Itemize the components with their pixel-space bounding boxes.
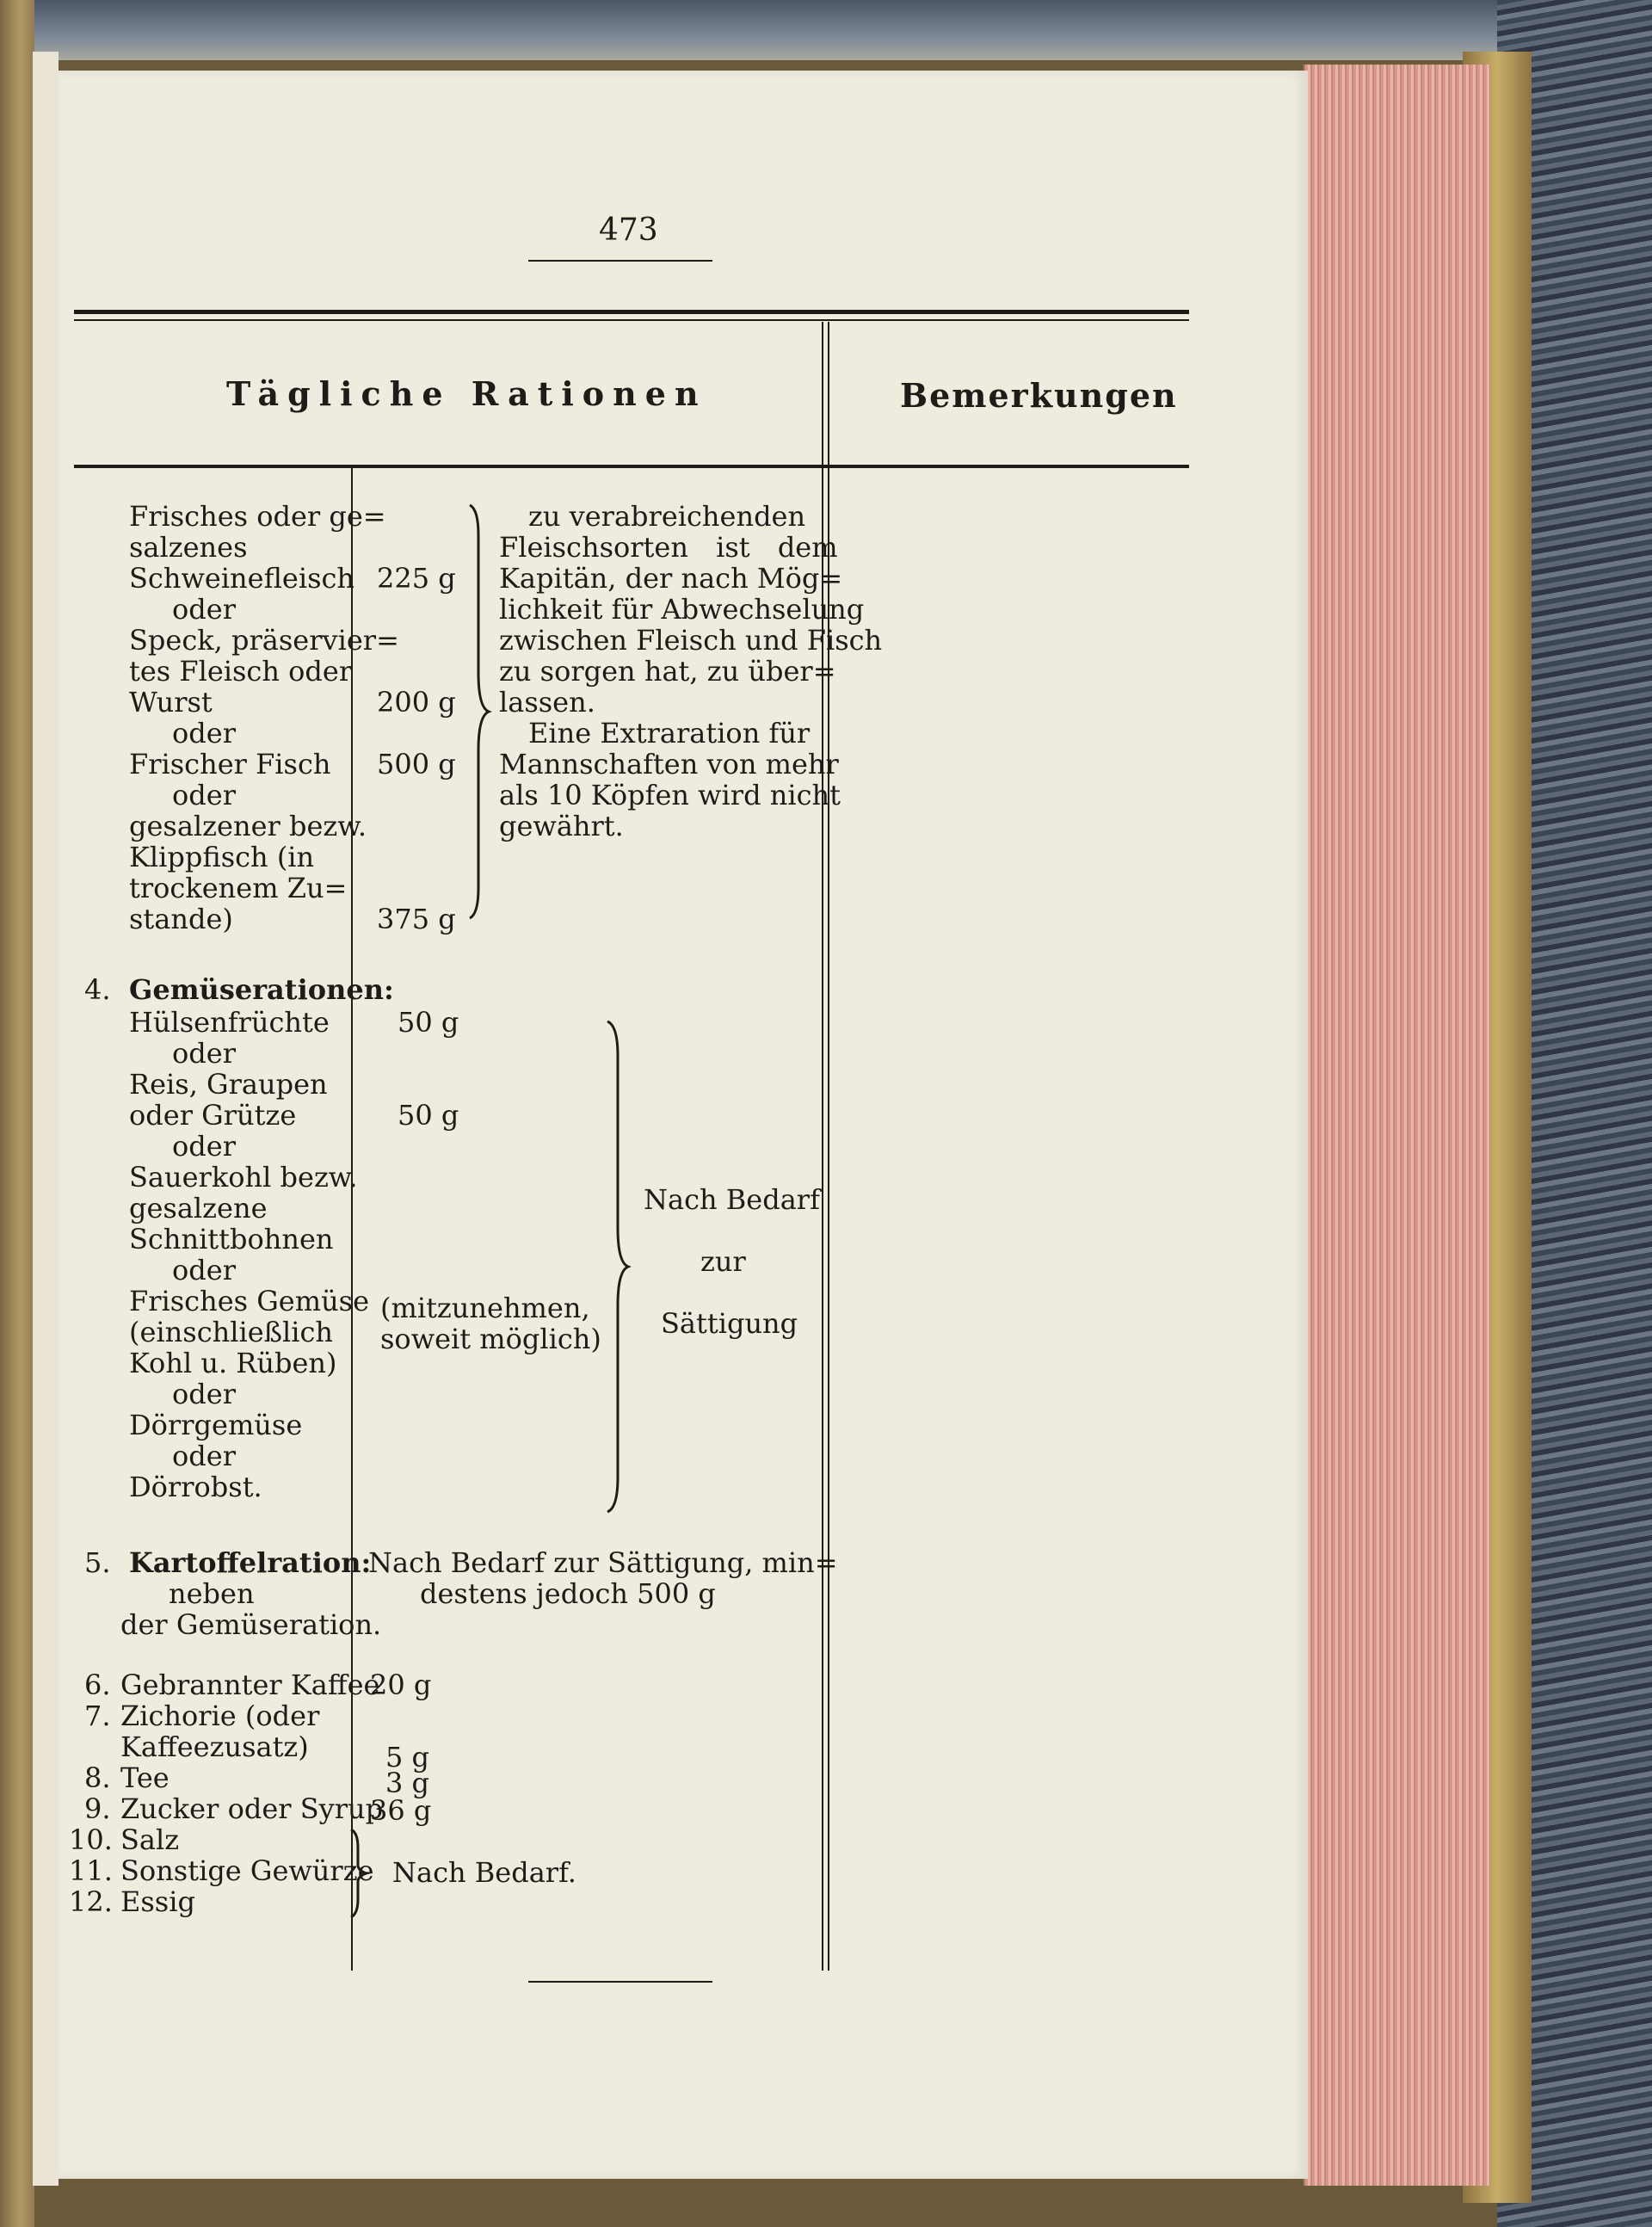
meat-line-1: Frisches oder ge= (129, 500, 386, 533)
meat-brace (463, 501, 497, 922)
veg-line-8: Schnittbohnen (129, 1223, 334, 1255)
meat-amount-pork: 225 g (377, 562, 456, 595)
meat-amount-bacon: 200 g (377, 686, 456, 719)
column-divider-1 (351, 465, 353, 1971)
item-6-amount: 20 g (370, 1669, 432, 1701)
item-10-name: Salz (120, 1823, 180, 1856)
meat-note-line-2: Fleischsorten ist dem (499, 531, 838, 564)
meat-note-line-11: gewährt. (499, 810, 624, 842)
potatoes-title: Kartoffelration: (129, 1546, 372, 1579)
potatoes-note-1: Nach Bedarf zur Sättigung, min= (368, 1546, 838, 1579)
column-divider-2b (828, 465, 829, 1971)
meat-note-line-9: Mannschaften von mehr (499, 748, 839, 780)
meat-note-line-3: Kapitän, der nach Mög= (499, 562, 843, 595)
vegetables-brace (601, 1017, 635, 1516)
meat-note-line-5: zwischen Fleisch und Fisch (499, 624, 883, 657)
meat-amount-fresh-fish: 500 g (377, 748, 456, 780)
item-8-name: Tee (120, 1761, 170, 1794)
table-top-rule (74, 310, 1189, 314)
vegetables-number: 4. (84, 973, 111, 1006)
veg-line-15: oder (172, 1440, 236, 1472)
item-6-number: 6. (84, 1669, 111, 1701)
header-divider-a (822, 322, 823, 465)
meat-line-3: Schweinefleisch (129, 562, 355, 595)
item-10-number: 10. (69, 1823, 113, 1856)
document-page (59, 71, 1308, 2179)
meat-note-line-7: lassen. (499, 686, 595, 719)
item-7-amount: 5 g (385, 1741, 430, 1774)
veg-line-3: Reis, Graupen (129, 1068, 328, 1101)
meat-line-11: gesalzener bezw. (129, 810, 367, 842)
potatoes-note-2: destens jedoch 500 g (420, 1577, 716, 1610)
veg-line-6: Sauerkohl bezw. (129, 1161, 358, 1194)
column-header-remarks: Bemerkungen (900, 376, 1178, 415)
veg-line-9: oder (172, 1254, 236, 1286)
veg-line-14: Dörrgemüse (129, 1409, 303, 1441)
item-7b-name: Kaffeezusatz) (120, 1730, 309, 1763)
veg-line-4: oder Grütze (129, 1099, 297, 1132)
potatoes-line-2: neben (169, 1577, 255, 1610)
meat-line-7: Wurst (129, 686, 213, 719)
veg-line-11: (einschließlich (129, 1316, 333, 1348)
header-bottom-rule (74, 465, 1189, 468)
facing-page-edge (33, 52, 59, 2186)
page-number-rule (528, 260, 712, 262)
spices-note: Nach Bedarf. (392, 1856, 576, 1889)
item-6-name: Gebrannter Kaffee (120, 1669, 380, 1701)
item-8-number: 8. (84, 1761, 111, 1794)
meat-line-14: stande) (129, 903, 233, 935)
item-9-amount: 36 g (370, 1794, 432, 1827)
meat-line-8: oder (172, 717, 236, 750)
item-12-number: 12. (69, 1885, 113, 1918)
item-7-name: Zichorie (oder (120, 1700, 320, 1732)
potatoes-number: 5. (84, 1546, 111, 1579)
meat-line-9: Frischer Fisch (129, 748, 331, 780)
book-cover-top (0, 0, 1652, 60)
page-bottom-rule (528, 1981, 712, 1983)
spices-brace (346, 1826, 380, 1921)
meat-line-10: oder (172, 779, 236, 811)
veg-line-16: Dörrobst. (129, 1471, 262, 1503)
header-divider-b (828, 322, 829, 465)
meat-note-line-1: zu verabreichenden (528, 500, 806, 533)
meat-line-2: salzenes (129, 531, 248, 564)
veg-line-13: oder (172, 1378, 236, 1410)
veg-bracket-note-2: zur (700, 1245, 746, 1278)
vegetables-title: Gemüserationen: (129, 973, 394, 1006)
meat-line-13: trockenem Zu= (129, 872, 348, 904)
veg-amount-pulses: 50 g (398, 1006, 459, 1039)
item-9-name: Zucker oder Syrup (120, 1792, 384, 1825)
veg-line-12: Kohl u. Rüben) (129, 1347, 337, 1379)
item-8-amount: 3 g (385, 1767, 430, 1799)
veg-line-1: Hülsenfrüchte (129, 1006, 330, 1039)
veg-bracket-note-1: Nach Bedarf (644, 1183, 820, 1216)
column-divider-2a (822, 465, 823, 1971)
meat-amount-salted-fish: 375 g (377, 903, 456, 935)
meat-line-4: oder (172, 593, 236, 626)
meat-note-line-6: zu sorgen hat, zu über= (499, 655, 836, 688)
veg-fresh-note-2: soweit möglich) (380, 1323, 601, 1355)
veg-line-5: oder (172, 1130, 236, 1163)
meat-line-6: tes Fleisch oder (129, 655, 353, 688)
book-binding-left (0, 0, 34, 2227)
potatoes-line-3: der Gemüseration. (120, 1608, 382, 1641)
veg-line-2: oder (172, 1037, 236, 1070)
meat-line-5: Speck, präservier= (129, 624, 399, 657)
meat-note-line-4: lichkeit für Abwechselung (499, 593, 865, 626)
item-11-name: Sonstige Gewürze (120, 1854, 374, 1887)
veg-amount-rice: 50 g (398, 1099, 459, 1132)
page-block-edges (1304, 65, 1490, 2186)
veg-fresh-note-1: (mitzunehmen, (380, 1292, 590, 1324)
meat-line-12: Klippfisch (in (129, 841, 315, 873)
item-7-number: 7. (84, 1700, 111, 1732)
item-11-number: 11. (69, 1854, 113, 1887)
veg-line-10: Frisches Gemüse (129, 1285, 370, 1317)
item-9-number: 9. (84, 1792, 111, 1825)
column-header-rations: Tägliche Rationen (226, 374, 707, 413)
veg-bracket-note-3: Sättigung (661, 1307, 798, 1340)
meat-note-line-8: Eine Extraration für (528, 717, 811, 750)
page-number: 473 (599, 213, 658, 248)
veg-line-7: gesalzene (129, 1192, 268, 1225)
item-12-name: Essig (120, 1885, 195, 1918)
table-top-rule-thin (74, 319, 1189, 321)
meat-note-line-10: als 10 Köpfen wird nicht (499, 779, 841, 811)
